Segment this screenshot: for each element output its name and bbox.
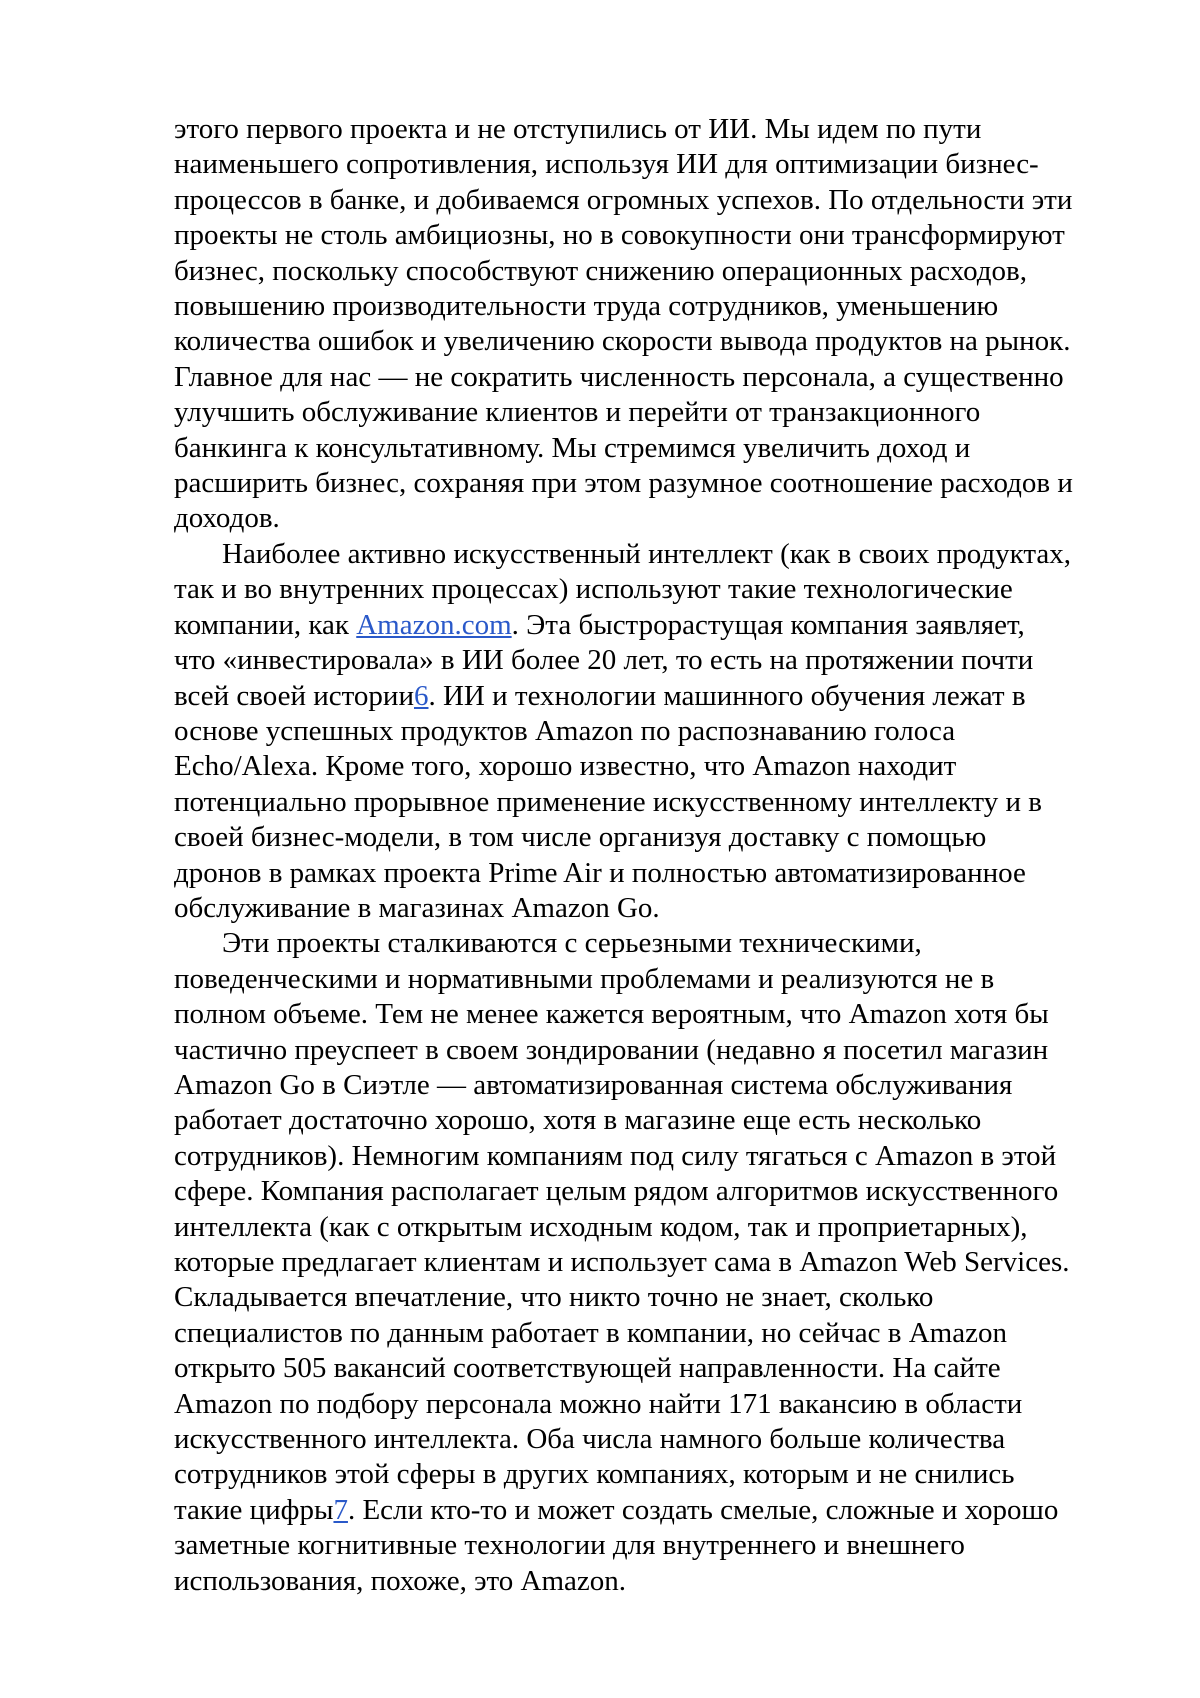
footnote-link-7[interactable]: 7 [333, 1493, 348, 1526]
text-line: сотрудников этой сферы в других компаниях, которым и не снились [174, 1458, 1015, 1491]
amazon-link[interactable]: Amazon.com [356, 608, 512, 641]
text-line: бизнес, поскольку способствуют снижению операционных расходов, [174, 254, 1027, 287]
text-line: заметные когнитивные технологии для внутреннего и внешнего [174, 1529, 965, 1562]
text-line: открыто 505 вакансий соответствующей направленности. На сайте [174, 1352, 1001, 1385]
text-line: Echo/Alexa. Кроме того, хорошо известно, что Amazon находит [174, 750, 957, 783]
text-line: Amazon по подбору персонала можно найти 171 вакансию в области [174, 1387, 1023, 1420]
text-line: что «инвестировала» в ИИ более 20 лет, то есть на протяжении почти [174, 644, 1034, 677]
text-line: повышению производительности труда сотрудников, уменьшению [174, 290, 999, 323]
footnote-link-6[interactable]: 6 [413, 679, 429, 712]
text-line: искусственного интеллекта. Оба числа намного больше количества [174, 1423, 1006, 1456]
text-run: компании, как [174, 608, 357, 641]
text-run: . ИИ и технологии машинного обучения лежат в [428, 679, 1026, 712]
text-line: расширить бизнес, сохраняя при этом разумное соотношение расходов и [174, 467, 1073, 500]
document-page [174, 112, 1149, 1599]
text-line: количества ошибок и увеличению скорости вывода продуктов на рынок. [174, 325, 1071, 358]
text-line: проекты не столь амбициозны, но в совокупности они трансформируют [174, 219, 1065, 252]
text-line: Наиболее активно искусственный интеллект (как в своих продуктах, [222, 537, 1072, 570]
paragraph-2 [174, 537, 1149, 926]
text-line [174, 1493, 1149, 1528]
text-run: такие цифры [174, 1493, 334, 1526]
text-line: улучшить обслуживание клиентов и перейти от транзакционного [174, 396, 981, 429]
text-line: полном объеме. Тем не менее кажется вероятным, что Amazon хотя бы [174, 998, 1049, 1031]
text-run: всей своей истории [174, 679, 414, 712]
text-run: . Если кто-то и может создать смелые, сложные и хорошо [347, 1493, 1059, 1526]
text-line: этого первого проекта и не отступились от ИИ. Мы идем по пути [174, 113, 982, 145]
text-line: Главное для нас — не сократить численность персонала, а существенно [174, 360, 1064, 393]
text-line: использования, похоже, это Amazon. [174, 1564, 627, 1597]
paragraph-1 [174, 112, 1149, 537]
text-line: частично преуспеет в своем зондировании (недавно я посетил магазин [174, 1033, 1049, 1066]
text-line: своей бизнес-модели, в том числе организуя доставку с помощью [174, 821, 987, 854]
text-line: интеллекта (как с открытым исходным кодом, так и проприетарных), [174, 1210, 1028, 1243]
text-line: доходов. [174, 502, 280, 535]
text-line: банкинга к консультативному. Мы стремимся увеличить доход и [174, 431, 971, 464]
text-line: Amazon Go в Сиэтле — автоматизированная система обслуживания [174, 1068, 1013, 1101]
text-line [174, 679, 1149, 714]
text-line: Эти проекты сталкиваются с серьезными техническими, [222, 927, 922, 960]
text-line: Складывается впечатление, что никто точно не знает, сколько [174, 1281, 934, 1314]
paragraph-3 [174, 926, 1149, 1599]
text-line: дронов в рамках проекта Prime Air и полностью автоматизированное [174, 856, 1026, 889]
text-line: процессов в банке, и добиваемся огромных успехов. По отдельности эти [174, 183, 1073, 216]
text-line: сфере. Компания располагает целым рядом алгоритмов искусственного [174, 1175, 1059, 1208]
text-run: . Эта быстрорастущая компания заявляет, [511, 608, 1025, 641]
text-line: обслуживание в магазинах Amazon Go. [174, 891, 660, 924]
text-line: так и во внутренних процессах) используют такие технологические [174, 573, 1013, 606]
text-line: работает достаточно хорошо, хотя в магазине еще есть несколько [174, 1104, 982, 1137]
text-line: сотрудников). Немногим компаниям под силу тягаться с Amazon в этой [174, 1139, 1057, 1172]
text-line: поведенческими и нормативными проблемами и реализуются не в [174, 962, 995, 995]
text-line: наименьшего сопротивления, используя ИИ для оптимизации бизнес- [174, 148, 1039, 181]
text-line: которые предлагает клиентам и использует сама в Amazon Web Services. [174, 1246, 1070, 1278]
text-line [174, 608, 1149, 643]
text-line: специалистов по данным работает в компании, но сейчас в Amazon [174, 1316, 1007, 1349]
text-line: основе успешных продуктов Amazon по распознаванию голоса [174, 714, 956, 747]
text-line: потенциально прорывное применение искусственному интеллекту и в [174, 785, 1042, 818]
